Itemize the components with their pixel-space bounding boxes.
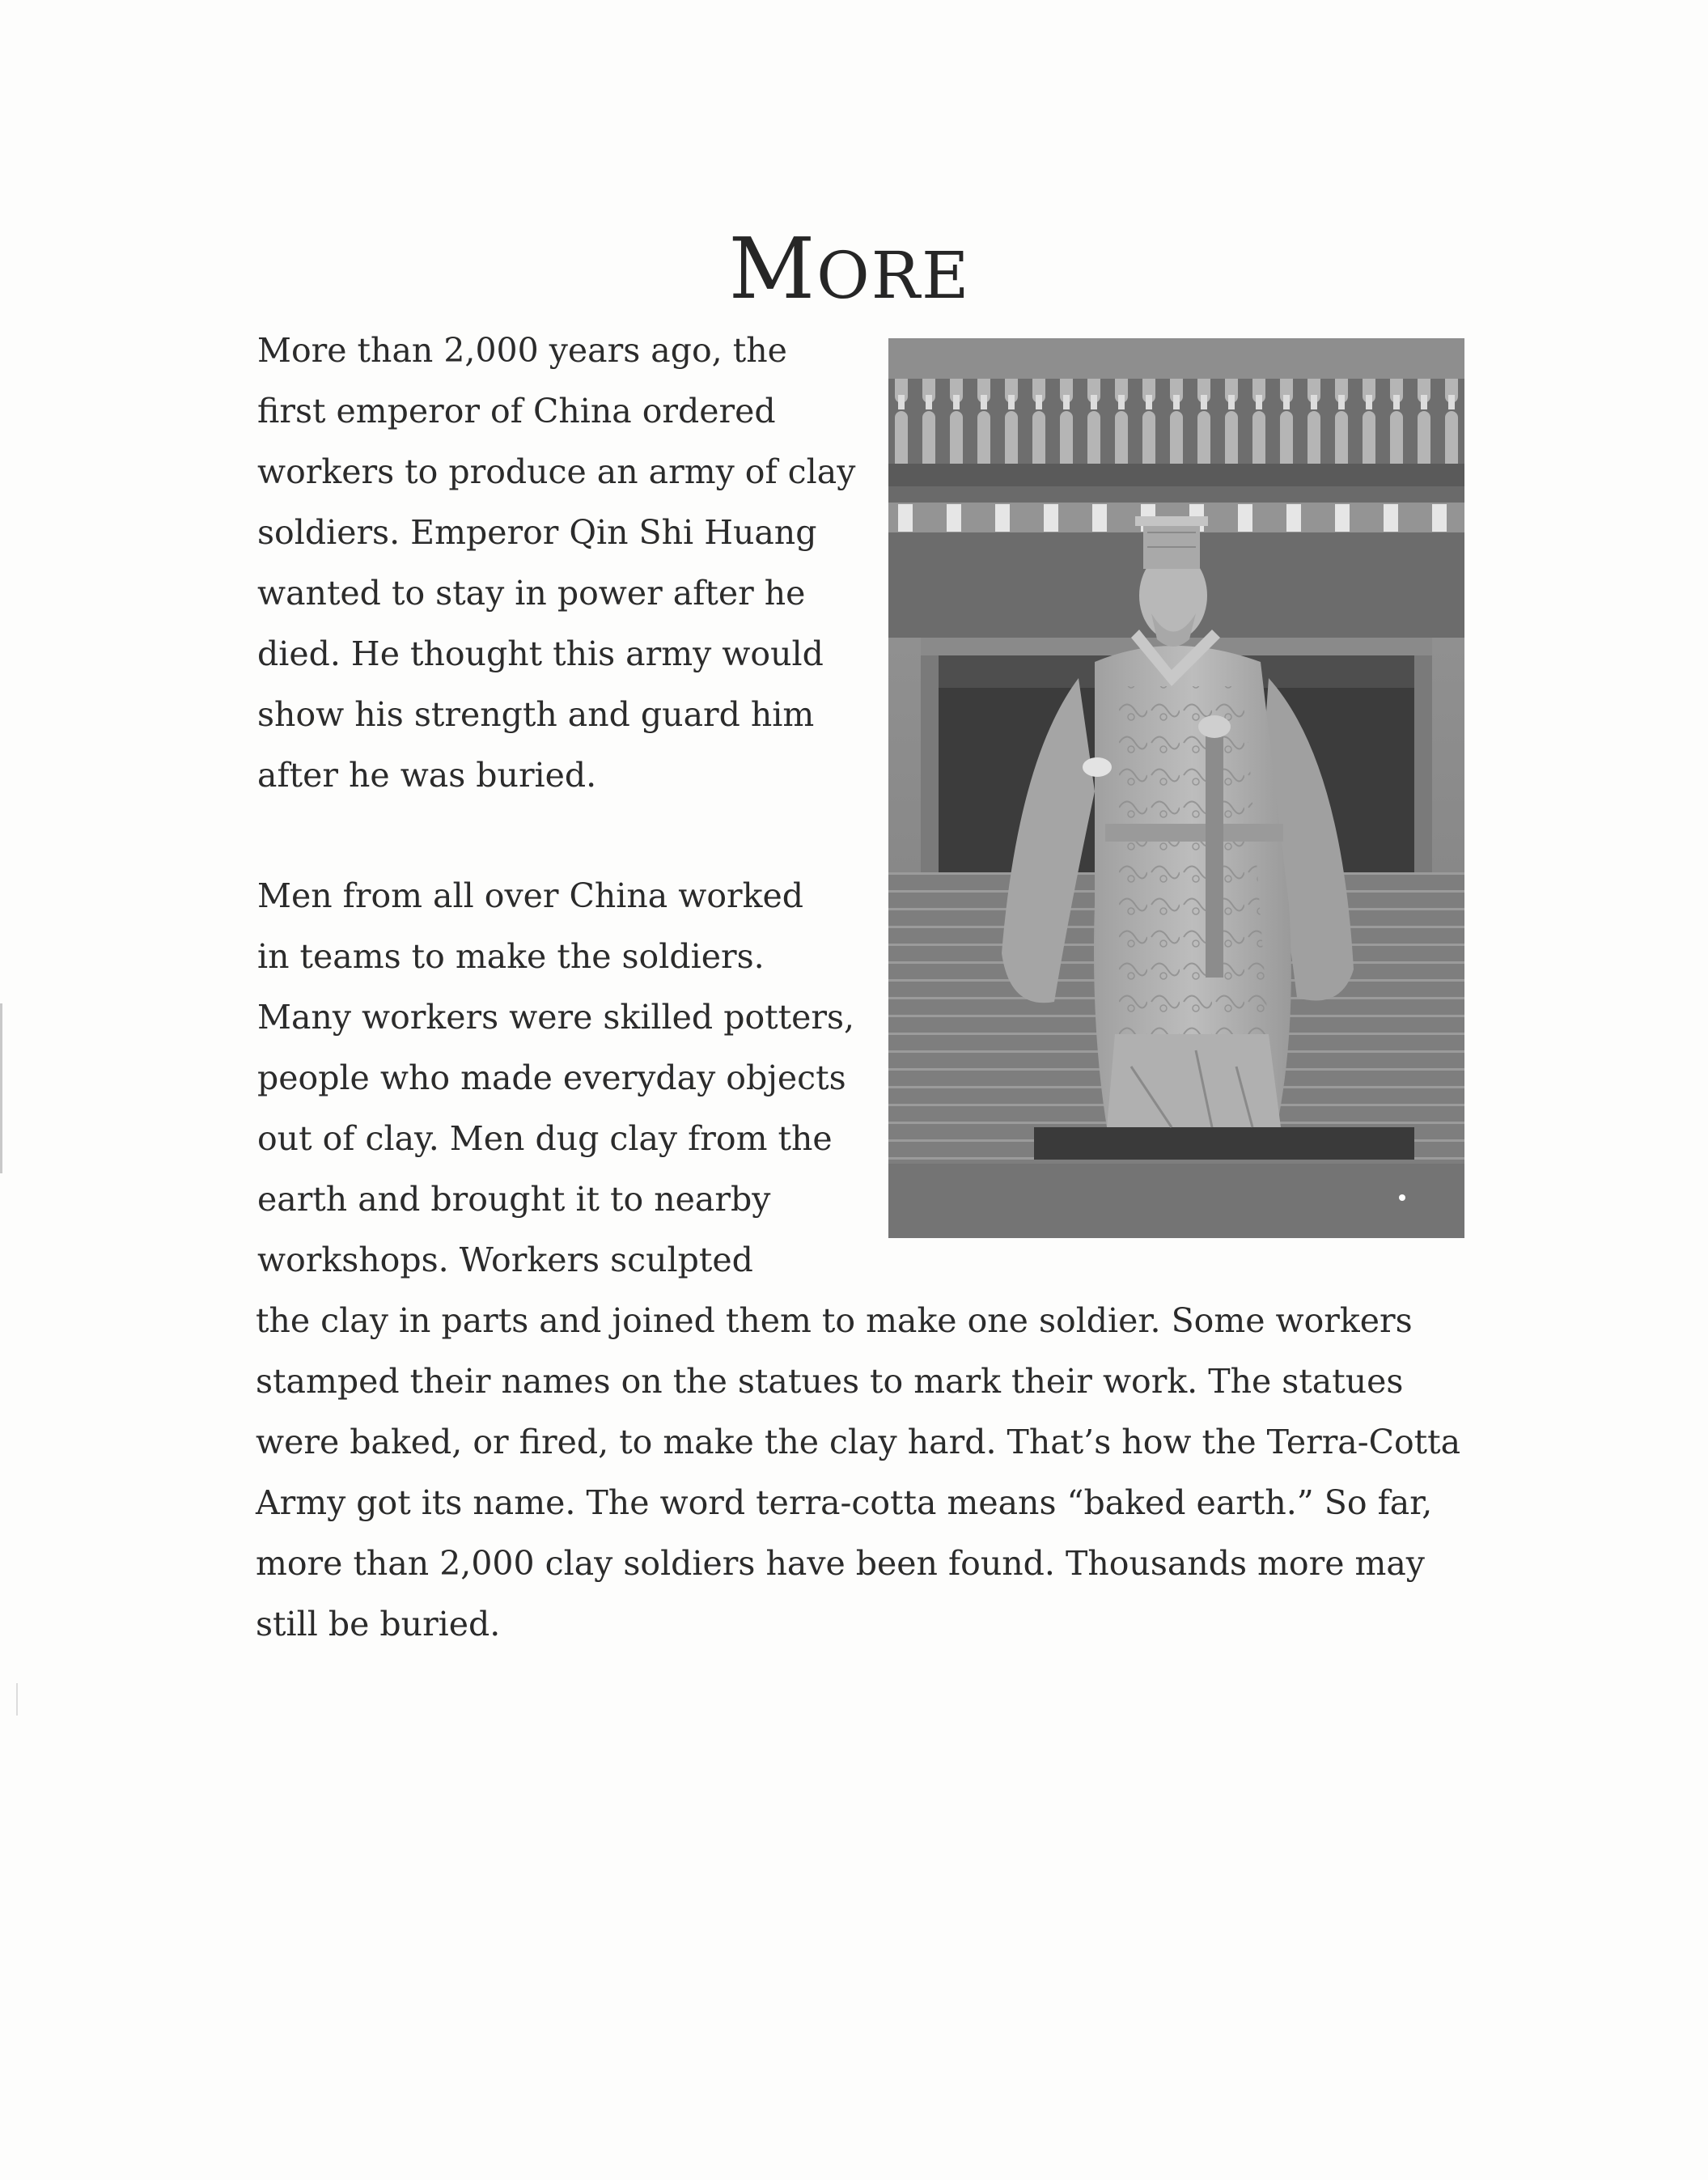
statue-base xyxy=(1034,1127,1414,1160)
roof-tiles xyxy=(888,379,1464,468)
title-first-letter: M xyxy=(728,219,817,318)
paragraph-2-continued xyxy=(256,1291,1460,1655)
text-line: Army got its name. The word terra-cotta means “baked earth.” So far, xyxy=(256,1483,1433,1522)
left-pillar xyxy=(921,655,939,882)
text-line: stamped their names on the statues to mark their work. The statues xyxy=(256,1362,1404,1401)
text-line: wanted to stay in power after he xyxy=(257,574,806,613)
title-rest: ORE xyxy=(816,238,971,313)
text-line: earth and brought it to nearby xyxy=(257,1180,771,1219)
text-line: show his strength and guard him xyxy=(257,695,815,734)
text-line: out of clay. Men dug clay from the xyxy=(257,1119,833,1158)
statue-illustration xyxy=(888,338,1464,1238)
paragraph-1 xyxy=(257,320,855,806)
text-line: soldiers. Emperor Qin Shi Huang xyxy=(257,513,817,552)
text-line: Many workers were skilled potters, xyxy=(257,998,855,1037)
text-line: first emperor of China ordered xyxy=(257,392,776,430)
text-line: people who made everyday objects xyxy=(257,1058,846,1097)
text-line: more than 2,000 clay soldiers have been found. Thousands more may xyxy=(256,1544,1425,1583)
text-line: still be buried. xyxy=(256,1605,501,1643)
scan-artifact xyxy=(0,1003,2,1173)
text-line: workers to produce an army of clay xyxy=(257,452,856,491)
emperor-statue-photo xyxy=(888,338,1464,1238)
text-line: in teams to make the soldiers. xyxy=(257,937,765,976)
text-line: were baked, or fired, to make the clay hard. That’s how the Terra-Cotta xyxy=(256,1423,1461,1461)
roof-beam xyxy=(888,464,1464,486)
text-line: died. He thought this army would xyxy=(257,634,824,673)
sword xyxy=(1206,719,1223,978)
text-line: Men from all over China worked xyxy=(257,876,803,915)
text-line: workshops. Workers sculpted xyxy=(257,1241,753,1279)
text-line: the clay in parts and joined them to make one soldier. Some workers xyxy=(256,1301,1413,1340)
right-pillar xyxy=(1414,655,1432,882)
text-line: after he was buried. xyxy=(257,756,597,795)
page-title xyxy=(663,219,1036,318)
text-line: More than 2,000 years ago, the xyxy=(257,331,787,370)
paragraph-2 xyxy=(257,866,854,1291)
scan-artifact xyxy=(16,1683,18,1716)
